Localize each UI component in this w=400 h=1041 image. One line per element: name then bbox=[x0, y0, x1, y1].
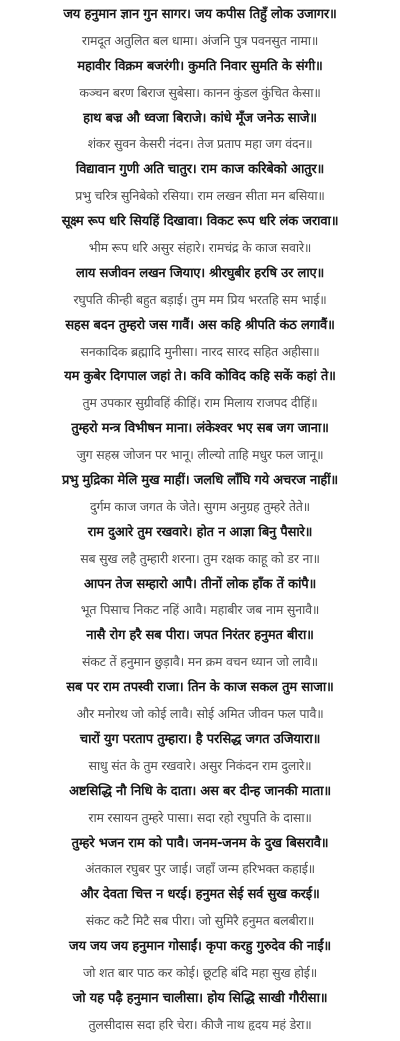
verse-line: कञ्चन बरण बिराज सुबेसा। कानन कुंडल कुंचित केसा॥ bbox=[79, 84, 321, 100]
verse-line: जो यह पढ़ै हनुमान चालीसा। होय सिद्धि साखी गौरीसा॥ bbox=[72, 990, 328, 1006]
verse-line: अंतकाल रघुबर पुर जाई। जहाँ जन्म हरिभक्त कहाई॥ bbox=[85, 861, 315, 877]
verse-line: रघुपति कीन्ही बहुत बड़ाई। तुम मम प्रिय भरतहि सम भाई॥ bbox=[73, 291, 327, 307]
verse-line: साधु संत के तुम रखवारे। असुर निकंदन राम दुलारे॥ bbox=[88, 757, 312, 773]
verse-line: राम दुआरे तुम रखवारे। होत न आज्ञा बिनु पैसारे॥ bbox=[87, 524, 313, 540]
verse-line: चारों युग परताप तुम्हारा। है परसिद्ध जगत उजियारा॥ bbox=[79, 731, 321, 747]
verse-line: सूक्ष्म रूप धरि सियहिं दिखावा। विकट रूप धरि लंक जरावा॥ bbox=[61, 214, 339, 230]
verse-line: भीम रूप धरि असुर संहारे। रामचंद्र के काज सवारे॥ bbox=[88, 240, 312, 256]
verse-line: आपन तेज सम्हारो आपै। तीनों लोक हाँक तें कांपै॥ bbox=[83, 576, 317, 592]
verse-line: सहस बदन तुम्हरो जस गावैं। अस कहि श्रीपति कंठ लगावैं॥ bbox=[65, 317, 335, 333]
verse-line: सब सुख लहै तुम्हारी शरना। तुम रक्षक काहू को डर ना॥ bbox=[80, 550, 320, 566]
verse-line: और मनोरथ जो कोई लावै। सोई अमित जीवन फल पावै॥ bbox=[76, 706, 324, 722]
verse-line: दुर्गम काज जगत के जेते। सुगम अनुग्रह तुम्हरे तेते॥ bbox=[90, 498, 310, 514]
verse-line: प्रभु चरित्र सुनिबेको रसिया। राम लखन सीता मन बसिया॥ bbox=[75, 188, 325, 204]
verse-line: शंकर सुवन केसरी नंदन। तेज प्रताप महा जग वंदन॥ bbox=[87, 136, 313, 152]
verse-line: तुम्हरे भजन राम को पावै। जनम-जनम के दुख बिसरावै॥ bbox=[71, 835, 329, 851]
verse-line: सब पर राम तपस्वी राजा। तिन के काज सकल तुम साजा॥ bbox=[66, 680, 334, 696]
verse-line: और देवता चित्त न धरई। हनुमत सेई सर्व सुख करई॥ bbox=[80, 887, 320, 903]
verse-line: तुलसीदास सदा हरि चेरा। कीजै नाथ हृदय महं डेरा॥ bbox=[88, 1016, 312, 1032]
verse-line: तुम्हरो मन्त्र विभीषन माना। लंकेश्वर भए सब जग जाना॥ bbox=[71, 421, 329, 437]
verse-line: जय हनुमान ज्ञान गुन सागर। जय कपीस तिहुँ लोक उजागर॥ bbox=[63, 7, 337, 22]
verse-line: हाथ बज्र औ ध्वजा बिराजे। कांधे मूँज जनेऊ साजे॥ bbox=[83, 110, 317, 126]
verse-line: प्रभु मुद्रिका मेलि मुख माहीं। जलधि लाँघि गये अचरज नाहीं॥ bbox=[61, 473, 339, 489]
verse-line: जय जय जय हनुमान गोसाईं। कृपा करहु गुरुदेव की नाईं॥ bbox=[69, 939, 331, 955]
verse-line: राम रसायन तुम्हरे पासा। सदा रहो रघुपति के दासा॥ bbox=[88, 809, 312, 825]
verse-line: सनकादिक ब्रह्मादि मुनीसा। नारद सारद सहित अहीसा॥ bbox=[80, 343, 320, 359]
verse-line: नासै रोग हरै सब पीरा। जपत निरंतर हनुमत बीरा॥ bbox=[86, 628, 314, 644]
verse-line: भूत पिसाच निकट नहिं आवै। महाबीर जब नाम सुनावै॥ bbox=[80, 602, 320, 618]
verse-line: संकट तें हनुमान छुड़ावै। मन क्रम वचन ध्यान जो लावै॥ bbox=[82, 654, 318, 670]
verse-line: विद्यावान गुणी अति चातुर। राम काज करिबेको आतुर॥ bbox=[75, 162, 325, 178]
verse-line: जो शत बार पाठ कर कोई। छूटहि बंदि महा सुख होई॥ bbox=[82, 964, 318, 980]
verse-line: तुम उपकार सुग्रीवहिं कीहिं। राम मिलाय राजपद दीहिं॥ bbox=[82, 395, 318, 411]
verse-line: जुग सहस्र जोजन पर भानू। लील्यो ताहि मधुर फल जानू॥ bbox=[76, 447, 324, 463]
verse-line: संकट कटै मिटै सब पीरा। जो सुमिरै हनुमत बलबीरा॥ bbox=[85, 913, 315, 929]
verse-line: रामदूत अतुलित बल धामा। अंजनि पुत्र पवनसुत नामा॥ bbox=[81, 32, 319, 48]
verse-line: लाय सजीवन लखन जियाए। श्रीरघुबीर हरषि उर लाए॥ bbox=[75, 265, 325, 281]
verse-line: महावीर विक्रम बजरंगी। कुमति निवार सुमति के संगी॥ bbox=[77, 58, 323, 74]
verse-line: अष्टसिद्धि नौ निधि के दाता। अस बर दीन्ह जानकी माता॥ bbox=[69, 783, 331, 799]
verse-line: यम कुबेर दिगपाल जहां ते। कवि कोविद कहि सकें कहां ते॥ bbox=[64, 369, 336, 385]
